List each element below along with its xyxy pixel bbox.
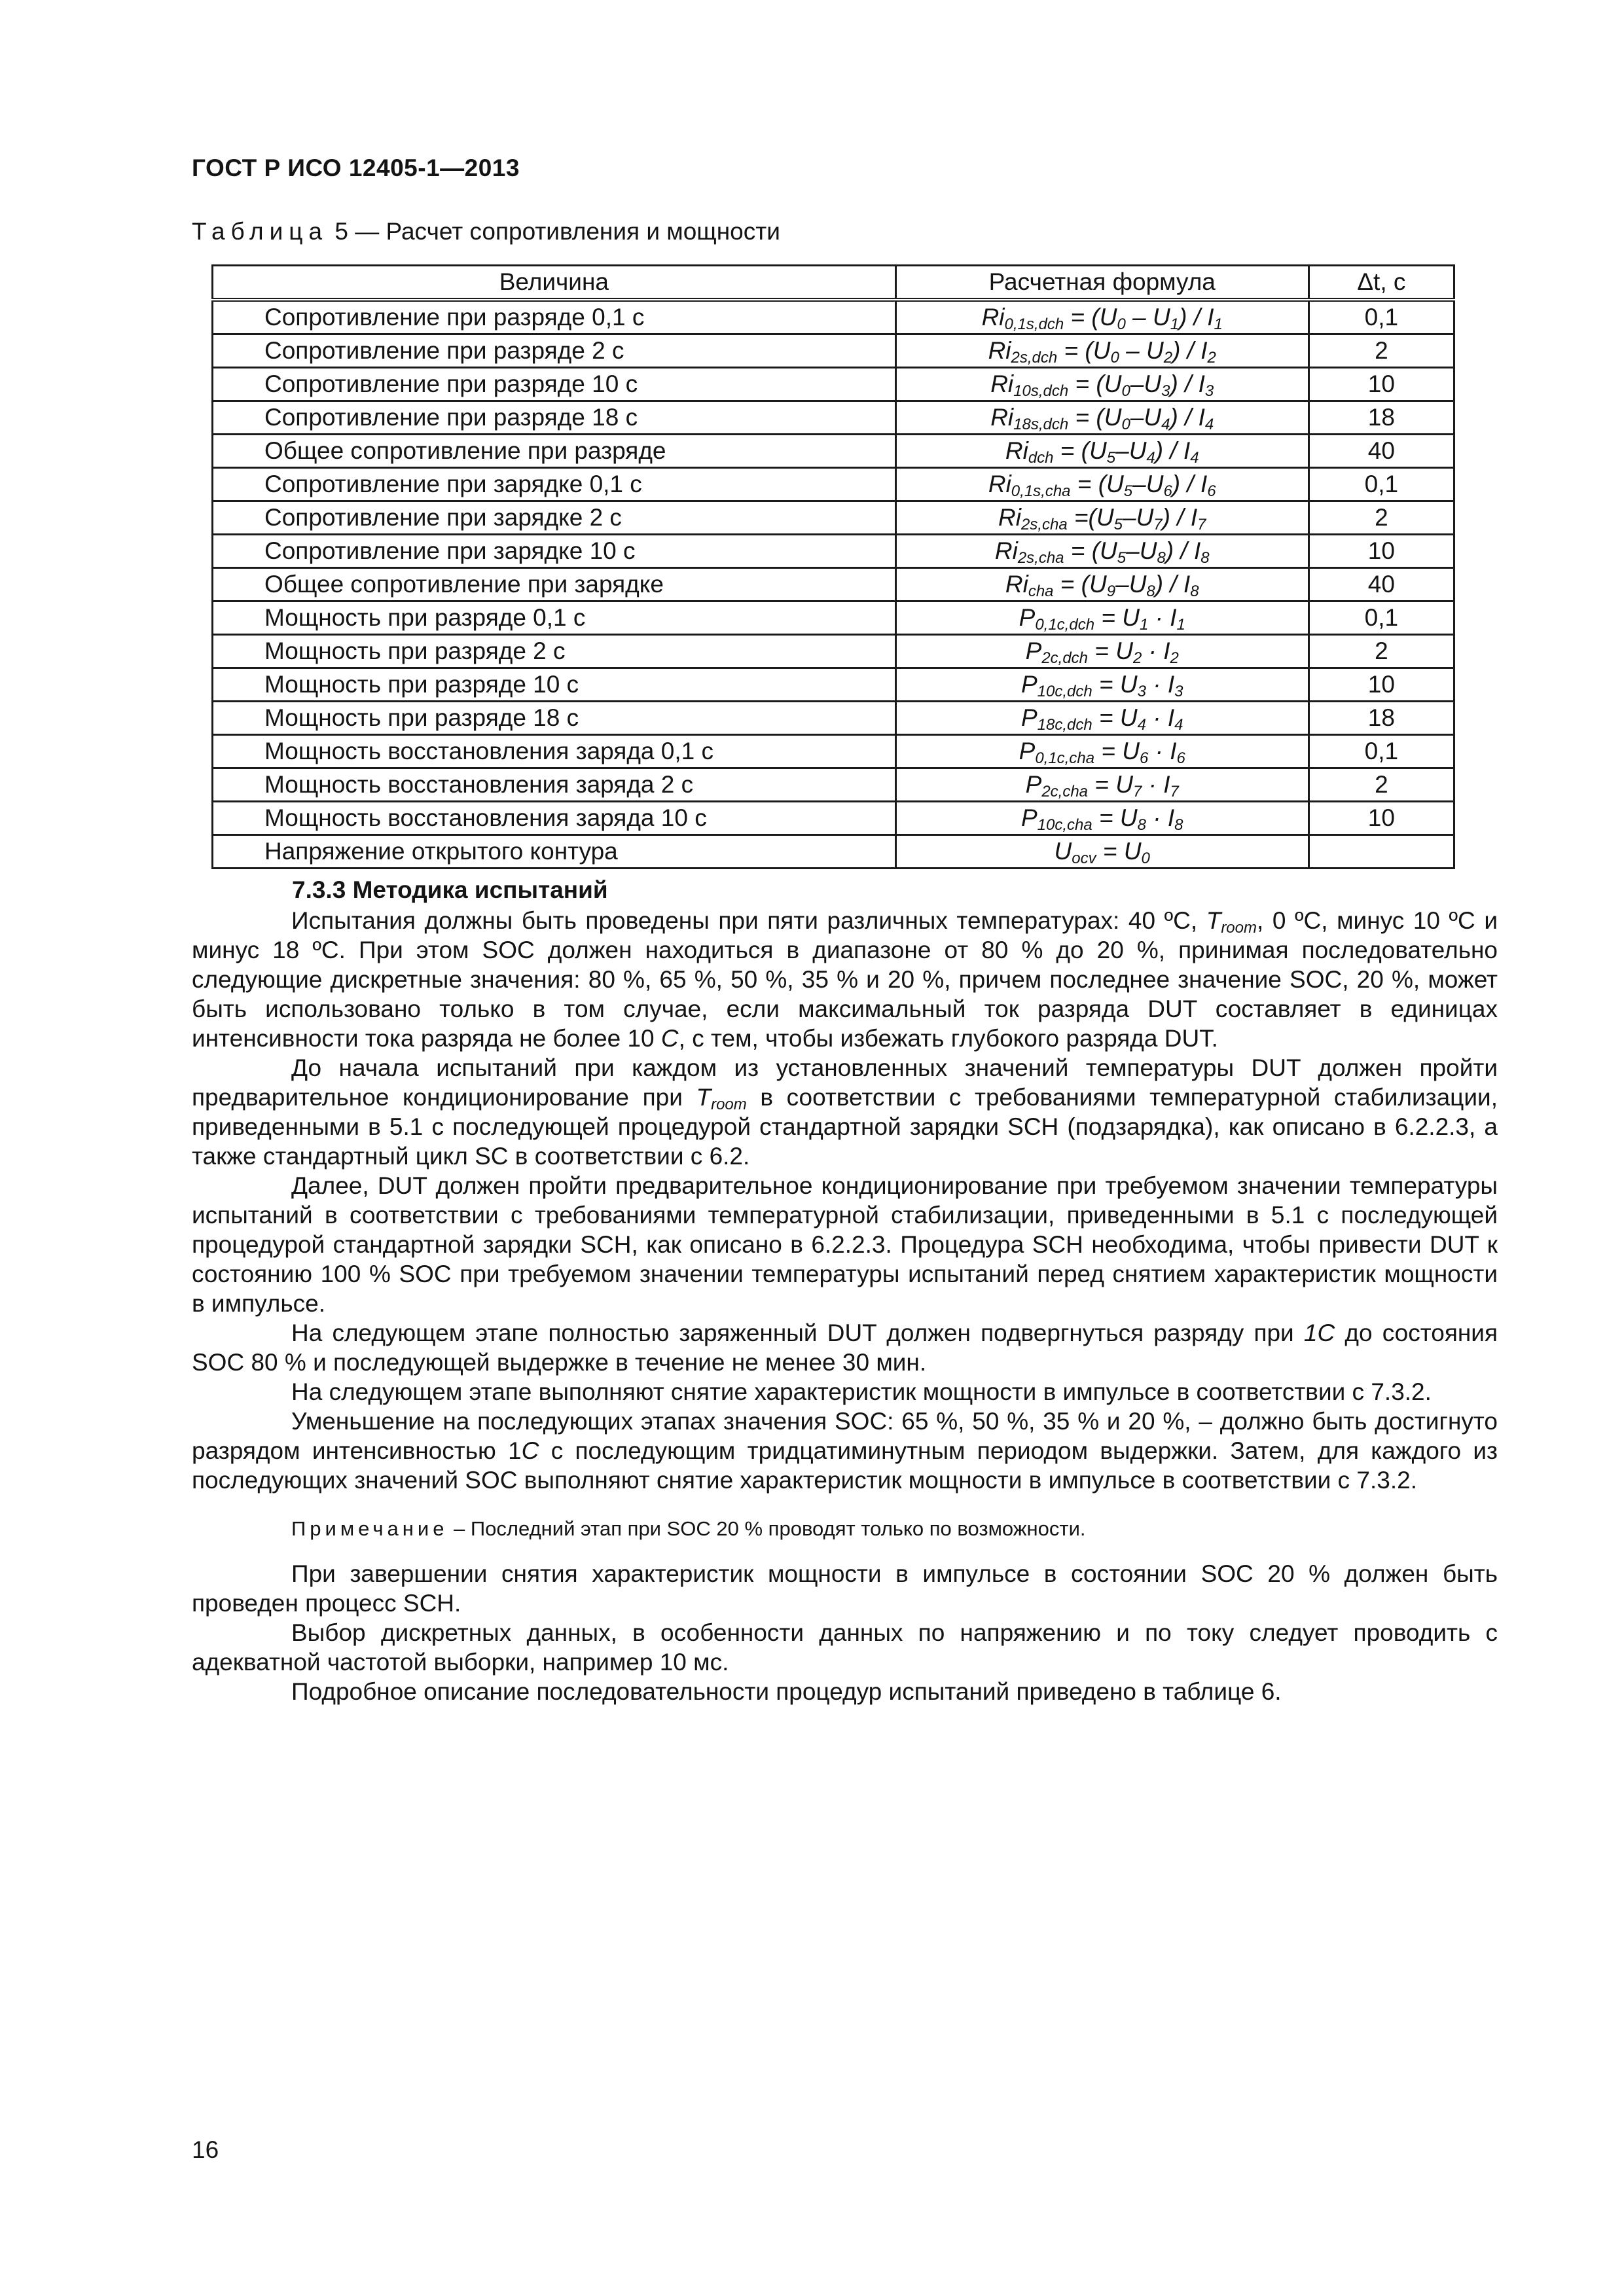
table-row [213,835,1454,869]
table-row [213,702,1454,735]
paragraph-2: До начала испытаний при каждом из установленных значений температуры DUT должен пройти предварительное кондиционирование при $T_{room}$ в соответствии с требованиями температурной стабилизации, приведенными в 5.1 с последующей процедурой стандартной зарядки SCH (подзарядка), как описано в 6.2.2.3, а также стандартный цикл SC в соответствии с 6.2. [192,1054,1498,1170]
row-formula: $Ri_{2s,dch} = (U_0 - U_2) / I_2$ [895,334,1308,368]
column-header-quantity: Величина [213,266,896,300]
table-row [213,601,1454,635]
paragraph-4: На следующем этапе полностью заряженный DUT должен подвергнуться разряду при 1C до состояния SOC 80 % и последующей выдержке в течение не менее 30 мин. [192,1319,1498,1376]
table-row [213,568,1454,601]
document-code: ГОСТ Р ИСО 12405-1—2013 [192,154,520,181]
row-dt: 0,1 [1308,735,1454,768]
table-caption-word: Таблица [192,218,329,245]
row-quantity: Сопротивление при зарядке 0,1 с [213,468,896,501]
row-dt: 0,1 [1308,468,1454,501]
row-dt: 18 [1308,401,1454,435]
paragraph-7: При завершении снятия характеристик мощности в импульсе в состоянии SOC 20 % должен быть проведен процесс SCH. [192,1560,1498,1617]
row-quantity: Общее сопротивление при зарядке [213,568,896,601]
table-row [213,435,1454,468]
row-quantity: Мощность при разряде 10 с [213,668,896,702]
paragraph-9: Подробное описание последовательности процедур испытаний приведено в таблице 6. [291,1678,1282,1705]
paragraph-8: Выбор дискретных данных, в особенности данных по напряжению и по току следует проводить с адекватной частотой выборки, например 10 мс. [192,1619,1498,1676]
note-text: – Последний этап при SOC 20 % проводят только по возможности. [448,1517,1086,1540]
row-dt: 0,1 [1308,300,1454,334]
row-quantity: Сопротивление при разряде 2 с [213,334,896,368]
row-formula: $P_{10c,cha} = U_8 \cdot I_8$ [895,802,1308,835]
row-dt: 2 [1308,334,1454,368]
row-quantity: Сопротивление при разряде 0,1 с [213,300,896,334]
row-dt: 40 [1308,435,1454,468]
paragraph-6: Уменьшение на последующих этапах значения SOC: 65 %, 50 %, 35 % и 20 %, – должно быть достигнуто разрядом интенсивностью 1C с последующим тридцатиминутным периодом выдержки. Затем, для каждого из последующих значений SOC выполняют снятие характеристик мощности в импульсе в соответствии с 7.3.2. [192,1408,1498,1494]
table-row [213,300,1454,334]
row-dt: 2 [1308,768,1454,802]
row-quantity: Общее сопротивление при разряде [213,435,896,468]
row-dt: 10 [1308,368,1454,401]
row-formula: $P_{18c,dch} = U_4 \cdot I_4$ [895,702,1308,735]
row-formula: $Ri_{18s,dch} = (U_0-U_4) / I_4$ [895,401,1308,435]
row-formula: $Ri_{2s,cha} =(U_5-U_7) / I_7$ [895,501,1308,535]
row-dt: 18 [1308,702,1454,735]
row-formula: $Ri_{dch} = (U_5-U_4) / I_4$ [895,435,1308,468]
row-quantity: Сопротивление при разряде 18 с [213,401,896,435]
page-number: 16 [192,2136,219,2163]
row-formula: $P_{0,1c,dch} = U_1 \cdot I_1$ [895,601,1308,635]
table-row [213,668,1454,702]
row-formula: $P_{0,1c,cha} = U_6 \cdot I_6$ [895,735,1308,768]
row-quantity: Мощность восстановления заряда 10 с [213,802,896,835]
table-row [213,501,1454,535]
paragraph-1: Испытания должны быть проведены при пяти различных температурах: 40 ºС, $T_{room}$, 0 ºС, минус 10 ºС и минус 18 ºС. При этом SOC должен находиться в диапазоне от 80 % до 20 %, принимая последовательно следующие дискретные значения: 80 %, 65 %, 50 %, 35 % и 20 %, причем последнее значение SOC, 20 %, может быть использовано только в том случае, если максимальный ток разряда DUT составляет в единицах интенсивности тока разряда не более 10 C, с тем, чтобы избежать глубокого разряда DUT. [192,907,1498,1052]
row-quantity: Мощность при разряде 18 с [213,702,896,735]
row-dt: 10 [1308,668,1454,702]
row-quantity: Сопротивление при зарядке 2 с [213,501,896,535]
table-header-row [213,266,1454,300]
row-formula: $P_{10c,dch} = U_3 \cdot I_3$ [895,668,1308,702]
row-formula: $Ri_{0,1s,cha} = (U_5-U_6) / I_6$ [895,468,1308,501]
row-dt: 10 [1308,535,1454,568]
table-row [213,535,1454,568]
table-caption-title: 5 — Расчет сопротивления и мощности [328,218,780,245]
row-formula: $P_{2c,dch} = U_2 \cdot I_2$ [895,635,1308,668]
row-dt: 0,1 [1308,601,1454,635]
table-row [213,735,1454,768]
table-row [213,635,1454,668]
row-dt [1308,835,1454,869]
section-body [192,875,1498,1706]
table-caption [192,218,780,245]
section-heading: 7.3.3 Методика испытаний [292,876,608,903]
column-header-dt: Δt, c [1308,266,1454,300]
table-row [213,802,1454,835]
resistance-power-table [211,264,1455,869]
paragraph-5: На следующем этапе выполняют снятие характеристик мощности в импульсе в соответствии с 7.3.2. [291,1378,1432,1405]
column-header-formula: Расчетная формула [895,266,1308,300]
row-quantity: Мощность восстановления заряда 0,1 с [213,735,896,768]
row-formula: $P_{2c,cha} = U_7 \cdot I_7$ [895,768,1308,802]
table-row [213,768,1454,802]
table-row [213,334,1454,368]
row-formula: $Ri_{2s,cha} = (U_5-U_8) / I_8$ [895,535,1308,568]
row-dt: 10 [1308,802,1454,835]
table-body [213,300,1454,869]
table-row [213,401,1454,435]
table-row [213,468,1454,501]
row-quantity: Мощность при разряде 0,1 с [213,601,896,635]
row-formula: $Ri_{cha} = (U_9-U_8) / I_8$ [895,568,1308,601]
row-dt: 2 [1308,501,1454,535]
row-formula: $U_{ocv} = U_0$ [895,835,1308,869]
row-quantity: Мощность восстановления заряда 2 с [213,768,896,802]
row-formula: $Ri_{0,1s,dch} = (U_0 - U_1) / I_1$ [895,300,1308,334]
row-quantity: Мощность при разряде 2 с [213,635,896,668]
paragraph-3: Далее, DUT должен пройти предварительное кондиционирование при требуемом значении температуры испытаний в соответствии с требованиями температурной стабилизации, приведенными в 5.1 с последующей процедурой стандартной зарядки SCH, как описано в 6.2.2.3. Процедура SCH необходима, чтобы привести DUT к состоянию 100 % SOC при требуемом значении температуры испытаний перед снятием характеристик мощности в импульсе. [192,1172,1498,1317]
row-dt: 2 [1308,635,1454,668]
row-quantity: Сопротивление при зарядке 10 с [213,535,896,568]
row-quantity: Напряжение открытого контура [213,835,896,869]
row-quantity: Сопротивление при разряде 10 с [213,368,896,401]
note-label: Примечание [291,1517,448,1540]
table-row [213,368,1454,401]
row-dt: 40 [1308,568,1454,601]
note [192,1514,1498,1543]
row-formula: $Ri_{10s,dch} = (U_0-U_3) / I_3$ [895,368,1308,401]
